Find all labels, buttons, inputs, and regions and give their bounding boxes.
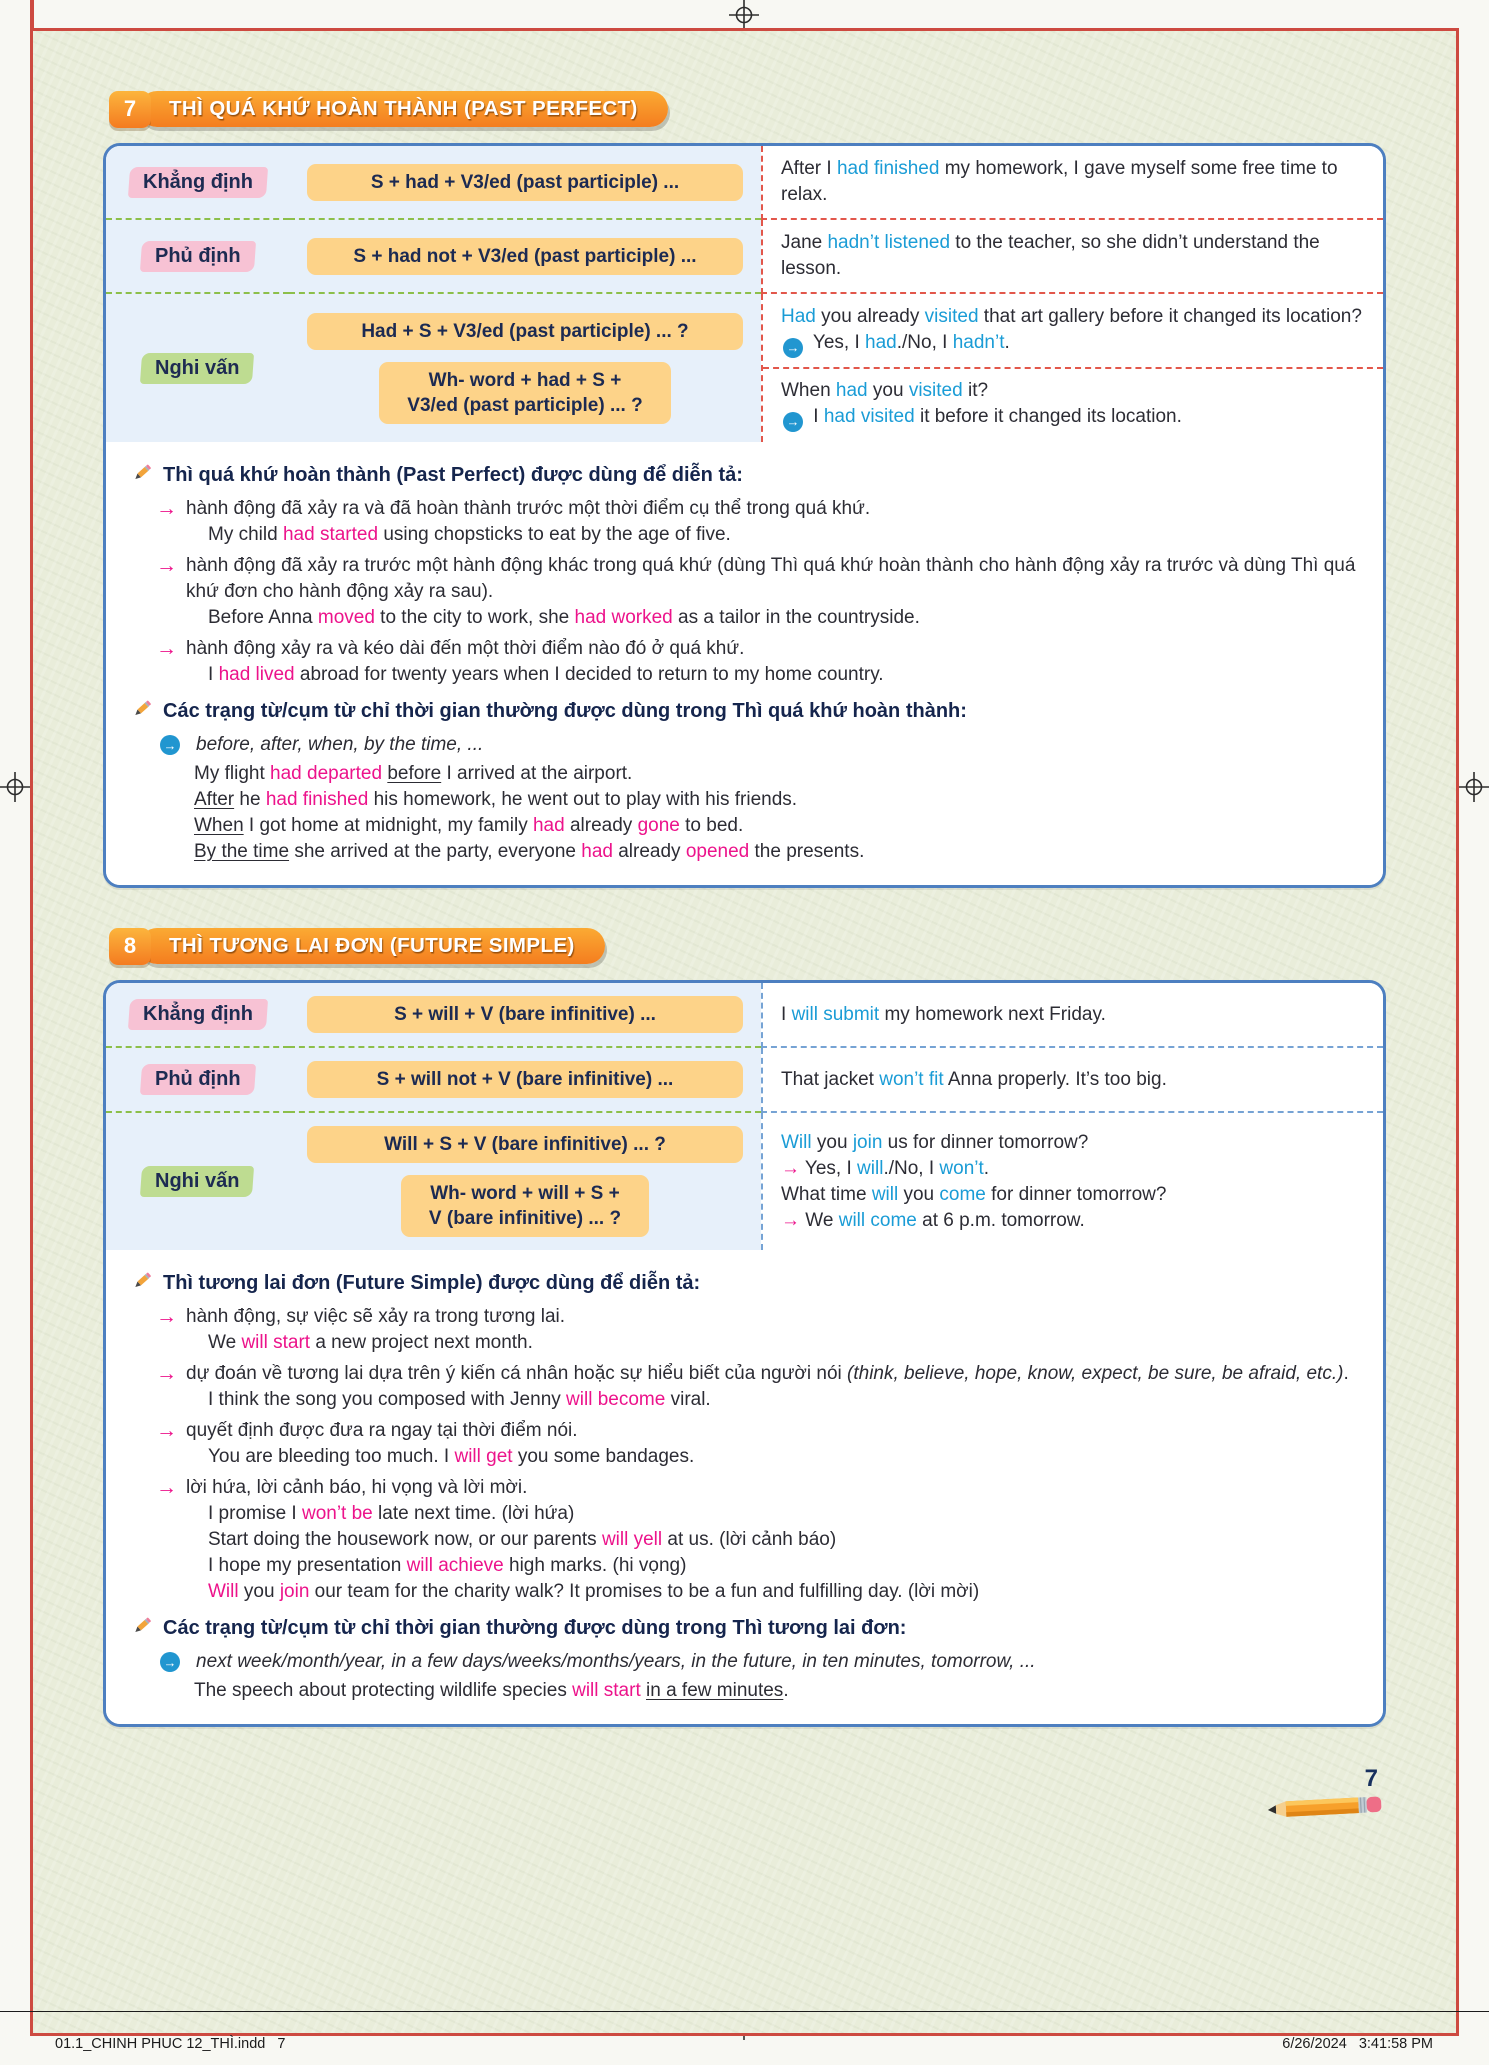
formula-negative: S + will not + V (bare infinitive) ... <box>307 1061 743 1098</box>
text-run: already <box>564 815 638 836</box>
text-run: . <box>983 1157 990 1179</box>
text-run: high marks. (hi vọng) <box>503 1555 687 1576</box>
text-run: our team for the charity walk? It promises to be a fun and fulfilling day. (lời mời) <box>309 1581 980 1602</box>
text-run: it? <box>962 380 989 401</box>
bullet-arrow-icon: → <box>156 1305 177 1328</box>
negative-example-cell <box>761 1048 1383 1113</box>
usage-bullet <box>156 553 1357 631</box>
label-interrogative: Nghi vấn <box>140 1166 255 1197</box>
text-run: will start <box>241 1332 311 1353</box>
text-run: I <box>781 1003 792 1025</box>
text-run: opened <box>685 841 750 862</box>
text-run: We <box>800 1209 839 1231</box>
folio-area <box>103 1765 1384 1819</box>
text-run: already <box>612 841 686 862</box>
text-run: will achieve <box>406 1555 504 1576</box>
example-line <box>194 1678 1357 1704</box>
text-run: hành động xảy ra và kéo dài đến một thời điểm nào đó ở quá khứ. <box>186 638 745 659</box>
bullet-examples <box>208 522 870 548</box>
label-affirmative: Khẳng định <box>127 999 267 1030</box>
text-run: (think, believe, hope, know, expect, be sure, be afraid, etc.) <box>847 1363 1344 1384</box>
bullet-arrow-icon: → <box>156 1476 177 1499</box>
adverbs-list <box>196 1649 1036 1675</box>
bullet-arrow-icon: → <box>156 497 177 520</box>
text-run: had <box>581 841 613 862</box>
text-run: come <box>939 1183 986 1205</box>
bullet-text <box>186 553 1357 605</box>
label-interrogative: Nghi vấn <box>140 353 255 384</box>
text-run: . <box>783 1680 789 1701</box>
text-run: viral. <box>665 1389 711 1410</box>
text-run: had visited <box>823 406 915 427</box>
slug-timestamp: 6/26/2024 3:41:58 PM <box>1282 2036 1433 2052</box>
text-run: hành động đã xảy ra trước một hành động khác trong quá khứ (dùng Thì quá khứ hoàn thành cho hành động xảy ra trước và dùng Thì quá khứ đơn cho hành động xảy ra sau). <box>186 555 1356 602</box>
text-run: After I <box>781 158 837 179</box>
usage-heading: Thì tương lai đơn (Future Simple) được dùng để diễn tả: <box>132 1270 1357 1297</box>
formula-affirmative: S + had + V3/ed (past participle) ... <box>307 164 743 201</box>
text-run: to bed. <box>679 815 744 836</box>
page-frame <box>30 28 1459 2036</box>
text-run: Had <box>781 306 816 327</box>
past-perfect-card <box>103 143 1386 888</box>
section-8-badge: 8 <box>109 928 151 965</box>
text-run: she arrived at the party, everyone <box>289 841 582 862</box>
text-run: What time <box>781 1183 872 1205</box>
text-run: to the city to work, she <box>374 607 575 628</box>
text-run: join <box>279 1581 310 1602</box>
text-run: us for dinner tomorrow? <box>882 1131 1089 1153</box>
affirmative-label-cell <box>106 983 289 1048</box>
text-run: After <box>194 789 235 810</box>
text-run: that art gallery before it changed its location? <box>978 306 1362 327</box>
text-run: hành động đã xảy ra và đã hoàn thành trước một thời điểm cụ thể trong quá khứ. <box>186 498 871 519</box>
example-line <box>208 522 870 548</box>
example-line <box>781 1067 1365 1093</box>
text-run: moved <box>317 607 375 628</box>
text-run: for dinner tomorrow? <box>985 1183 1167 1205</box>
text-run: visited <box>924 306 979 327</box>
formula-affirmative: S + will + V (bare infinitive) ... <box>307 996 743 1033</box>
adverbs-list-row <box>158 732 1357 758</box>
text-run: at us. (lời cảnh báo) <box>662 1529 837 1550</box>
slug-filename: 01.1_CHINH PHUC 12_THÌ.indd 7 <box>55 2036 286 2052</box>
text-run: When <box>194 815 244 836</box>
example-line <box>208 662 884 688</box>
text-run: Yes, I <box>800 1157 858 1179</box>
text-run: will submit <box>791 1003 880 1025</box>
text-run: before, after, when, by the time, ... <box>196 734 484 755</box>
bullet-arrow-icon: → <box>156 637 177 660</box>
bullet-examples <box>208 605 1357 631</box>
bullet-examples <box>208 662 884 688</box>
example-line <box>781 404 1365 432</box>
text-run: You are bleeding too much. I <box>208 1446 455 1467</box>
bullet-text <box>186 636 884 662</box>
usage-heading: Thì quá khứ hoàn thành (Past Perfect) được dùng để diễn tả: <box>132 462 1357 489</box>
usage-bullet <box>156 1418 1357 1470</box>
text-run: he <box>234 789 266 810</box>
text-run: . <box>1004 332 1010 353</box>
label-negative: Phủ định <box>140 241 256 272</box>
negative-formula-cell <box>289 1048 761 1113</box>
example-line <box>781 378 1365 404</box>
registration-mark-left <box>0 772 30 802</box>
text-run: next week/month/year, in a few days/weeks/months/years, in the future, in ten minutes, tomorrow, ... <box>196 1651 1036 1672</box>
past-perfect-notes <box>106 442 1383 885</box>
example-line <box>781 1208 1365 1234</box>
label-affirmative: Khẳng định <box>127 167 267 198</box>
text-run: will <box>857 1157 884 1179</box>
usage-bullet <box>156 1304 1357 1356</box>
example-line <box>781 304 1365 358</box>
example-line <box>208 1444 694 1470</box>
text-run: as a tailor in the countryside. <box>672 607 920 628</box>
text-run: will get <box>454 1446 513 1467</box>
interrogative-formula-cell <box>289 1113 761 1250</box>
text-run: I promise I <box>208 1503 302 1524</box>
example-line <box>781 1002 1365 1028</box>
adverbs-examples <box>194 761 1357 865</box>
text-run: to the teacher, so she didn’t understand the lesson. <box>781 232 1320 279</box>
bullet-arrow-icon: → <box>156 1419 177 1442</box>
text-run: a new project next month. <box>310 1332 533 1353</box>
page-content <box>33 31 1456 1819</box>
text-run: my homework, I gave myself some free time to relax. <box>781 158 1338 205</box>
text-run: had started <box>282 524 379 545</box>
text-run: had <box>865 332 897 353</box>
text-run: will become <box>566 1389 666 1410</box>
usage-bullet <box>156 1361 1357 1413</box>
text-run: abroad for twenty years when I decided to return to my home country. <box>294 664 884 685</box>
text-run: Yes, I <box>808 332 866 353</box>
text-run: Will <box>781 1131 812 1153</box>
text-run: using chopsticks to eat by the age of five. <box>378 524 731 545</box>
affirmative-formula-cell <box>289 146 761 220</box>
text-run: won’t be <box>301 1503 373 1524</box>
pencil-icon <box>132 462 153 489</box>
text-run: I <box>808 406 824 427</box>
arrow-icon: → <box>781 1209 800 1231</box>
example-line <box>194 813 1357 839</box>
example-line <box>194 839 1357 865</box>
example-line <box>208 1387 1349 1413</box>
section-7-header <box>109 89 1386 129</box>
formula-wh-question: Wh- word + will + S + V (bare infinitive) ... ? <box>401 1175 649 1237</box>
example-line <box>208 1553 979 1579</box>
bullet-examples <box>208 1444 694 1470</box>
text-run: I think the song you composed with Jenny <box>208 1389 567 1410</box>
text-run: . <box>1343 1363 1349 1384</box>
adverbs-list-row <box>158 1649 1357 1675</box>
bullet-text <box>186 1304 565 1330</box>
example-line <box>781 1130 1365 1156</box>
text-run: won’t <box>939 1157 984 1179</box>
example-line <box>781 230 1365 282</box>
text-run: you <box>867 380 909 401</box>
bullet-text <box>186 1475 979 1501</box>
text-run: ./No, I <box>896 332 953 353</box>
text-run: quyết định được đưa ra ngay tại thời điểm nói. <box>186 1420 578 1441</box>
pencil-icon <box>132 1270 153 1297</box>
text-run: By the time <box>194 841 290 862</box>
formula-yes-no-question: Will + S + V (bare infinitive) ... ? <box>307 1126 743 1163</box>
text-run: won’t fit <box>879 1068 944 1090</box>
section-7-badge: 7 <box>109 91 151 128</box>
disc-arrow-icon: → <box>160 1652 180 1672</box>
usage-bullet <box>156 636 1357 688</box>
text-run: you <box>811 1131 853 1153</box>
affirmative-example-cell <box>761 983 1383 1048</box>
text-run: The speech about protecting wildlife species <box>194 1680 573 1701</box>
future-simple-notes <box>106 1250 1383 1724</box>
text-run: join <box>852 1131 883 1153</box>
text-run: had finished <box>836 158 940 179</box>
text-run: I <box>208 664 219 685</box>
bullet-examples <box>208 1330 565 1356</box>
text-run: will yell <box>601 1529 663 1550</box>
pencil-icon <box>132 1615 153 1642</box>
text-run: My flight <box>194 763 271 784</box>
page-number: 7 <box>1364 1765 1378 1792</box>
text-run: visited <box>908 380 963 401</box>
text-run: you <box>238 1581 280 1602</box>
text-run: had departed <box>270 763 383 784</box>
interrogative-formula-cell <box>289 294 761 442</box>
label-negative: Phủ định <box>140 1064 256 1095</box>
text-run: will come <box>838 1209 917 1231</box>
bullet-text <box>186 1361 1349 1387</box>
bullet-text <box>186 1418 694 1444</box>
arrow-icon: → <box>781 1157 800 1179</box>
usage-bullet <box>156 1475 1357 1605</box>
text-run: hadn’t <box>952 332 1005 353</box>
text-run: my homework next Friday. <box>879 1003 1106 1025</box>
bullet-text <box>186 496 870 522</box>
registration-mark-right <box>1459 772 1489 802</box>
text-run: Anna properly. It’s too big. <box>943 1068 1167 1090</box>
text-run: Before Anna <box>208 607 318 628</box>
interrogative-example-cell <box>761 1113 1383 1250</box>
example-line <box>208 1579 979 1605</box>
example-line <box>781 156 1365 208</box>
section-8-title: THÌ TƯƠNG LAI ĐƠN (FUTURE SIMPLE) <box>139 928 605 964</box>
text-run: will <box>871 1183 899 1205</box>
negative-formula-cell <box>289 220 761 294</box>
text-run: I arrived at the airport. <box>441 763 633 784</box>
text-run: you <box>898 1183 940 1205</box>
text-run: had worked <box>574 607 673 628</box>
bullet-arrow-icon: → <box>156 1362 177 1385</box>
text-run: you some bandages. <box>512 1446 695 1467</box>
future-simple-card <box>103 980 1386 1727</box>
section-8-header <box>109 926 1386 966</box>
example-divider <box>763 367 1383 369</box>
negative-label-cell <box>106 1048 289 1113</box>
text-run: Will <box>208 1581 239 1602</box>
formula-negative: S + had not + V3/ed (past participle) ... <box>307 238 743 275</box>
text-run: in a few minutes <box>646 1680 784 1701</box>
example-line <box>208 605 1357 631</box>
text-run: We <box>208 1332 242 1353</box>
pencil-icon <box>132 698 153 725</box>
formula-yes-no-question: Had + S + V3/ed (past participle) ... ? <box>307 313 743 350</box>
text-run: it before it changed its location. <box>914 406 1182 427</box>
future-simple-table <box>106 983 1383 1250</box>
text-run: When <box>781 380 836 401</box>
text-run: the presents. <box>749 841 865 862</box>
registration-mark-top <box>729 0 759 30</box>
affirmative-example-cell <box>761 146 1383 220</box>
interrogative-label-cell <box>106 1113 289 1250</box>
example-line <box>208 1501 979 1527</box>
example-line <box>208 1527 979 1553</box>
text-run: you already <box>815 306 925 327</box>
pencil-decoration-icon <box>1265 1792 1384 1822</box>
interrogative-example-cell <box>761 294 1383 442</box>
bullet-examples <box>208 1387 1349 1413</box>
slug-divider <box>0 2011 1489 2012</box>
text-run: late next time. (lời hứa) <box>372 1503 575 1524</box>
adverbs-list <box>196 732 483 758</box>
text-run: had <box>532 815 565 836</box>
bleed-tick <box>30 0 34 30</box>
text-run: dự đoán về tương lai dựa trên ý kiến cá nhân hoặc sự hiểu biết của người nói <box>186 1363 848 1384</box>
text-run: Jane <box>781 232 828 253</box>
text-run: I got home at midnight, my family <box>243 815 533 836</box>
example-line <box>194 787 1357 813</box>
adverbs-heading: Các trạng từ/cụm từ chỉ thời gian thường được dùng trong Thì tương lai đơn: <box>132 1615 1357 1642</box>
affirmative-label-cell <box>106 146 289 220</box>
disc-arrow-icon: → <box>160 735 180 755</box>
text-run: hadn’t listened <box>827 232 951 253</box>
usage-bullet <box>156 496 1357 548</box>
text-run: ./No, I <box>883 1157 940 1179</box>
text-run: Start doing the housework now, or our parents <box>208 1529 602 1550</box>
bullet-examples <box>208 1501 979 1605</box>
disc-arrow-icon: → <box>783 412 803 432</box>
text-run: will start <box>572 1680 641 1701</box>
text-run: had <box>835 380 868 401</box>
example-line <box>208 1330 565 1356</box>
adverbs-examples <box>194 1678 1357 1704</box>
bullet-arrow-icon: → <box>156 554 177 577</box>
text-run: My child <box>208 524 283 545</box>
example-line <box>781 1156 1365 1182</box>
past-perfect-table <box>106 146 1383 442</box>
formula-wh-question: Wh- word + had + S + V3/ed (past participle) ... ? <box>379 362 670 424</box>
interrogative-label-cell <box>106 294 289 442</box>
text-run: before <box>387 763 442 784</box>
text-run: That jacket <box>781 1068 880 1090</box>
negative-label-cell <box>106 220 289 294</box>
text-run: lời hứa, lời cảnh báo, hi vọng và lời mời. <box>186 1477 528 1498</box>
disc-arrow-icon: → <box>783 338 803 358</box>
example-line <box>781 1182 1365 1208</box>
text-run: I hope my presentation <box>208 1555 407 1576</box>
text-run: had finished <box>265 789 369 810</box>
example-line <box>194 761 1357 787</box>
text-run: had lived <box>218 664 295 685</box>
text-run: hành động, sự việc sẽ xảy ra trong tương lai. <box>186 1306 566 1327</box>
affirmative-formula-cell <box>289 983 761 1048</box>
section-7-title: THÌ QUÁ KHỨ HOÀN THÀNH (PAST PERFECT) <box>139 91 668 127</box>
text-run: at 6 p.m. tomorrow. <box>916 1209 1085 1231</box>
negative-example-cell <box>761 220 1383 294</box>
adverbs-heading: Các trạng từ/cụm từ chỉ thời gian thường được dùng trong Thì quá khứ hoàn thành: <box>132 698 1357 725</box>
text-run: his homework, he went out to play with his friends. <box>368 789 798 810</box>
text-run: gone <box>637 815 680 836</box>
